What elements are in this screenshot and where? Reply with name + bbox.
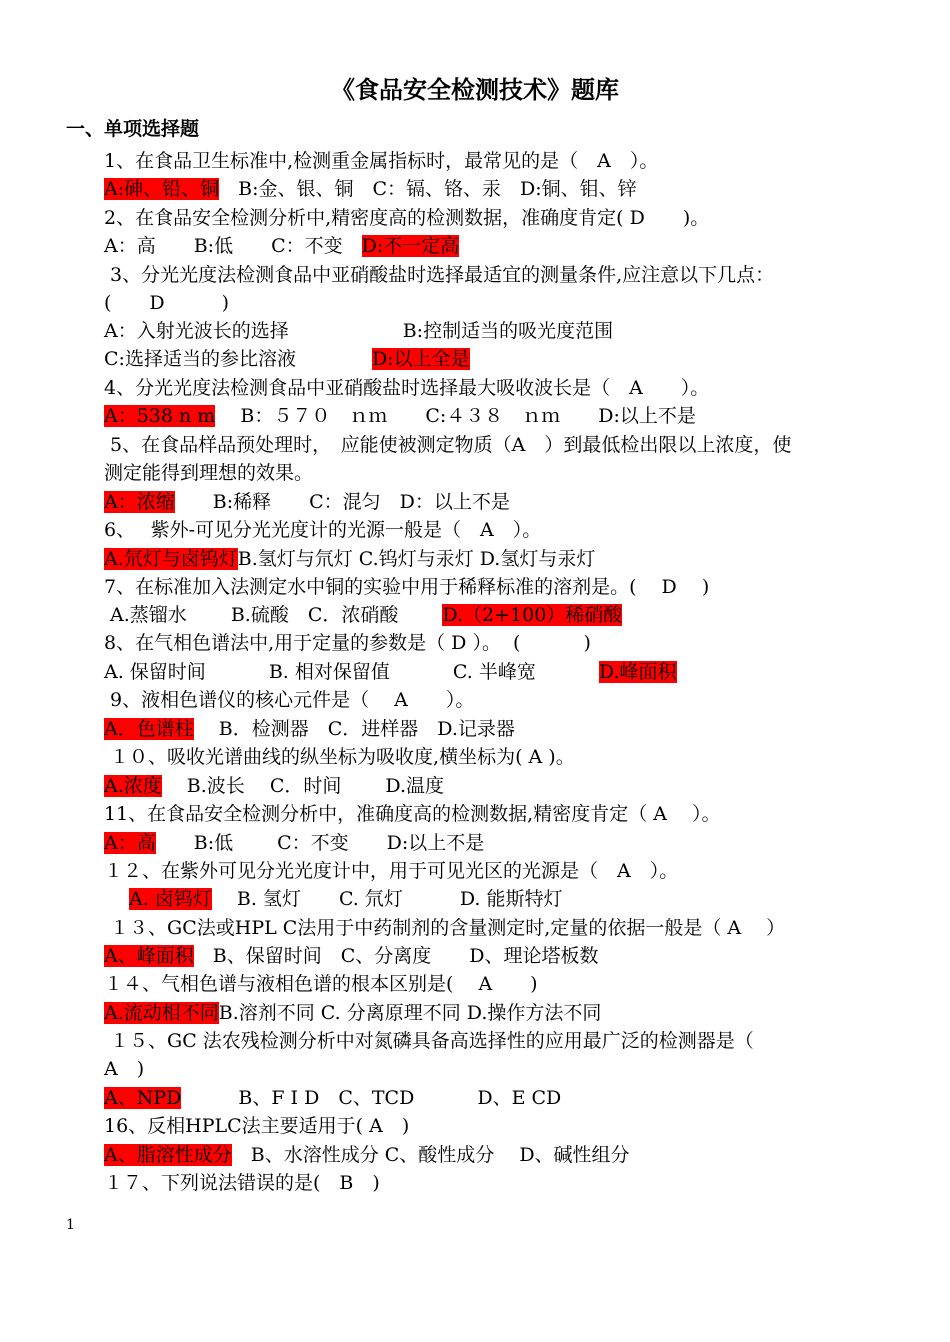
question-stem: 11、在食品安全检测分析中，准确度高的检测数据,精密度肯定（ A ）。 [104,803,721,825]
answer-highlight: A：浓缩 [104,491,175,513]
question-stem: 6、 紫外-可见分光光度计的光源一般是（ A ）。 [104,519,542,541]
question-options [104,829,484,857]
option-text: B. 氢灯 C. 氘灯 D. 能斯特灯 [211,888,563,910]
answer-highlight: D.峰面积 [598,661,677,683]
question-stem-continued: A ) [104,1058,145,1080]
question-options [104,885,563,913]
question-options [104,658,677,686]
question-options [104,715,515,743]
option-indent [104,888,129,910]
question-options [104,345,470,373]
page-title: 《食品安全检测技术》题库 [331,76,619,104]
question-stem: １３、GC法或HPL C法用于中药制剂的含量测定时,定量的依据一般是（ A ） [104,917,786,939]
question-options [104,402,696,430]
question-stem-continued: 测定能得到理想的效果。 [104,462,314,484]
answer-highlight: D:不一定高 [361,235,460,257]
option-text: B:金、银、铜 C：镉、铬、汞 D:铜、钼、锌 [219,178,637,200]
answer-highlight: A.流动相不同 [104,1002,219,1024]
option-text: B.波长 C．时间 D.温度 [161,775,445,797]
answer-highlight: A.浓度 [104,775,162,797]
answer-highlight: A：538 n m [104,405,216,427]
question-stem-continued: ( D ) [104,292,230,314]
question-options [104,232,459,260]
answer-highlight: D:以上全是 [371,348,470,370]
option-text: B．检测器 C．进样器 D.记录器 [193,718,515,740]
question-stem: 7、在标准加入法测定水中铜的实验中用于稀释标准的溶剂是。( D ) [104,576,710,598]
option-text: A.蒸镏水 B.硫酸 C．浓硝酸 [104,604,443,626]
question-stem: １７、下列说法错误的是( B ) [104,1172,380,1194]
answer-highlight: A. 卤钨灯 [129,888,212,910]
question-options [104,942,598,970]
question-options [104,545,595,573]
question-options [104,999,601,1027]
question-options [104,488,510,516]
question-stem: 5、在食品样品预处理时， 应能使被测定物质（A ）到最低检出限以上浓度，使 [104,434,792,456]
answer-highlight: A：高 [104,832,156,854]
option-text: B.溶剂不同 C. 分离原理不同 D.操作方法不同 [218,1002,602,1024]
question-options [104,1141,630,1169]
answer-highlight: A:砷、铅、铜 [104,178,220,200]
option-text: B.氢灯与氘灯 C.钨灯与汞灯 D.氢灯与汞灯 [237,548,596,570]
answer-highlight: A、峰面积 [104,945,194,967]
question-options [104,772,444,800]
section-heading: 一、单项选择题 [66,118,200,140]
option-text: B、水溶性成分 C、酸性成分 D、碱性组分 [231,1144,630,1166]
question-stem: 4、分光光度法检测食品中亚硝酸盐时选择最大吸收波长是（ A ）。 [104,377,710,399]
question-stem: １５、GC 法农残检测分析中对氮磷具备高选择性的应用最广泛的检测器是（ [104,1030,754,1052]
question-options [104,601,622,629]
question-options [104,175,637,203]
question-options [104,1084,561,1112]
answer-highlight: A．色谱柱 [104,718,194,740]
question-stem: 2、在食品安全检测分析中,精密度高的检测数据，准确度肯定( D )。 [104,207,710,229]
question-stem: １４、气相色谱与液相色谱的根本区别是( A ) [104,973,538,995]
answer-highlight: A.氘灯与卤钨灯 [104,548,238,570]
option-text: B:稀释 C：混匀 D：以上不是 [174,491,510,513]
option-text: B、保留时间 C、分离度 D、理论塔板数 [193,945,599,967]
question-stem: 3、分光光度法检测食品中亚硝酸盐时选择最适宜的测量条件,应注意以下几点： [104,264,775,286]
question-stem: 9、液相色谱仪的核心元件是（ A ）。 [104,689,475,711]
answer-highlight: A、脂溶性成分 [104,1144,232,1166]
question-stem: 8、在气相色谱法中,用于定量的参数是（ D ）。 ( ) [104,632,591,654]
option-text: B：５７０ ｎｍ C:４３８ ｎｍ D:以上不是 [215,405,696,427]
option-text: B:低 C：不变 D:以上不是 [155,832,485,854]
question-options: A：入射光波长的选择 B:控制适当的吸光度范围 [104,320,614,342]
question-stem: 16、反相HPLC法主要适用于( A ) [104,1115,410,1137]
option-text: A. 保留时间 B. 相对保留值 C. 半峰宽 [104,661,599,683]
answer-highlight: D.（2+100）稀硝酸 [442,604,623,626]
question-stem: １０、吸收光谱曲线的纵坐标为吸收度,横坐标为( A )。 [104,746,575,768]
answer-highlight: A、NPD [104,1087,182,1109]
option-text: C:选择适当的参比溶液 [104,348,372,370]
option-text: A：高 B:低 C：不变 [104,235,362,257]
question-stem: 1、在食品卫生标准中,检测重金属指标时，最常见的是（ A ）。 [104,150,659,172]
option-text: B、F I D C、TCD D、E CD [181,1087,562,1109]
page-number: 1 [66,1217,75,1233]
question-stem: １２、在紫外可见分光光度计中，用于可见光区的光源是（ A ）。 [104,860,679,882]
